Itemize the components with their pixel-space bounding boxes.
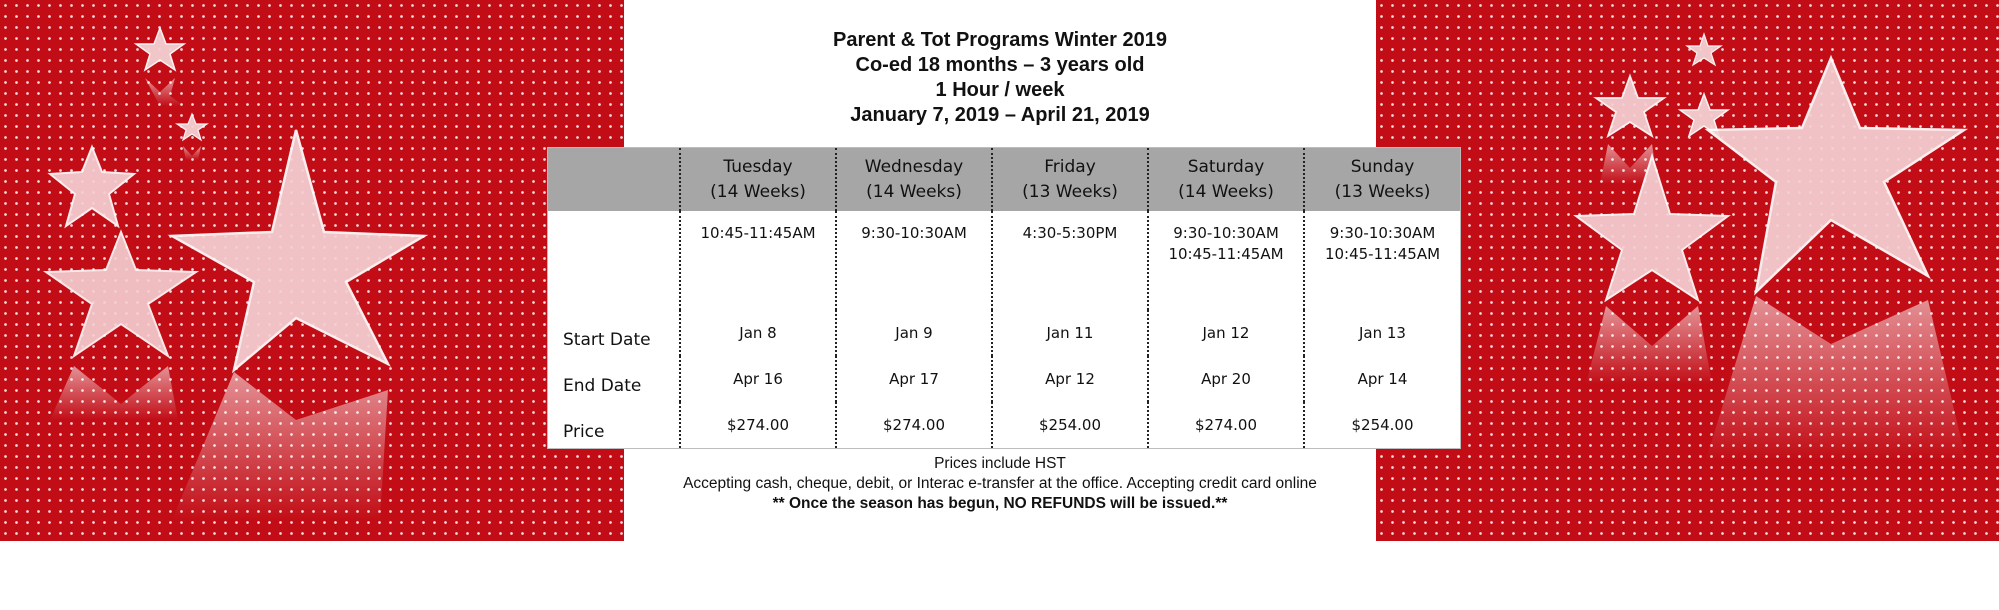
time-cell-tuesday: 10:45-11:45AM — [680, 211, 836, 310]
end-date-sunday: Apr 14 — [1304, 356, 1460, 402]
price-label: Price — [563, 422, 605, 442]
price-tuesday: $274.00 — [680, 402, 836, 448]
end-date-label: End Date — [563, 376, 642, 396]
column-header-sunday: Sunday (13 Weeks) — [1304, 148, 1460, 211]
star-icon — [177, 114, 207, 140]
age-group: Co-ed 18 months – 3 years old — [855, 54, 1145, 76]
session-duration: 1 Hour / week — [935, 79, 1065, 101]
right-decorative-panel — [1376, 0, 1999, 541]
time-cell-friday: 4:30-5:30PM — [992, 211, 1148, 310]
star-reflection-icon — [145, 78, 184, 106]
schedule-header-row — [548, 148, 1460, 211]
start-date-row — [548, 310, 1460, 356]
star-reflection-icon — [172, 372, 388, 520]
stars-right-graphic — [1376, 0, 1999, 541]
times-row-label — [548, 211, 680, 310]
star-icon — [50, 147, 134, 226]
start-date-friday: Jan 11 — [992, 310, 1148, 356]
star-icon — [1596, 76, 1664, 136]
season-date-range: January 7, 2019 – April 21, 2019 — [850, 104, 1150, 126]
time-cell-sunday: 9:30-10:30AM 10:45-11:45AM — [1304, 211, 1460, 310]
column-header-tuesday: Tuesday (14 Weeks) — [680, 148, 836, 211]
column-header-friday: Friday (13 Weeks) — [992, 148, 1148, 211]
program-title-block — [624, 28, 1376, 128]
star-icon — [136, 28, 184, 70]
end-date-row — [548, 356, 1460, 402]
program-title: Parent & Tot Programs Winter 2019 — [833, 29, 1167, 51]
start-date-wednesday: Jan 9 — [836, 310, 992, 356]
column-header-saturday: Saturday (14 Weeks) — [1148, 148, 1304, 211]
star-icon — [1708, 58, 1964, 292]
refund-policy-note: ** Once the season has begun, NO REFUNDS will be issued.** — [772, 495, 1228, 512]
start-date-sunday: Jan 13 — [1304, 310, 1460, 356]
left-decorative-panel — [0, 0, 624, 541]
start-date-saturday: Jan 12 — [1148, 310, 1304, 356]
start-date-label: Start Date — [563, 330, 651, 350]
end-date-friday: Apr 12 — [992, 356, 1148, 402]
star-reflection-icon — [183, 146, 201, 160]
payment-note: Accepting cash, cheque, debit, or Interac e-transfer at the office. Accepting credit card online — [683, 475, 1317, 492]
start-date-tuesday: Jan 8 — [680, 310, 836, 356]
header-corner-cell — [548, 148, 680, 211]
time-cell-saturday: 9:30-10:30AM 10:45-11:45AM — [1148, 211, 1304, 310]
price-row — [548, 402, 1460, 448]
star-reflection-icon — [1586, 306, 1712, 384]
price-wednesday: $274.00 — [836, 402, 992, 448]
star-icon — [1687, 34, 1721, 65]
end-date-wednesday: Apr 17 — [836, 356, 992, 402]
price-sunday: $254.00 — [1304, 402, 1460, 448]
time-cell-wednesday: 9:30-10:30AM — [836, 211, 992, 310]
price-friday: $254.00 — [992, 402, 1148, 448]
notes-block — [624, 454, 1376, 514]
stars-left-graphic — [0, 0, 624, 541]
times-row — [548, 211, 1460, 310]
hst-note: Prices include HST — [934, 455, 1066, 472]
star-reflection-icon — [50, 366, 178, 420]
star-reflection-icon — [1706, 296, 1966, 460]
schedule-table — [548, 148, 1460, 448]
price-saturday: $274.00 — [1148, 402, 1304, 448]
end-date-saturday: Apr 20 — [1148, 356, 1304, 402]
end-date-tuesday: Apr 16 — [680, 356, 836, 402]
star-icon — [1576, 156, 1728, 300]
star-icon — [46, 232, 196, 356]
star-icon — [172, 130, 424, 370]
column-header-wednesday: Wednesday (14 Weeks) — [836, 148, 992, 211]
